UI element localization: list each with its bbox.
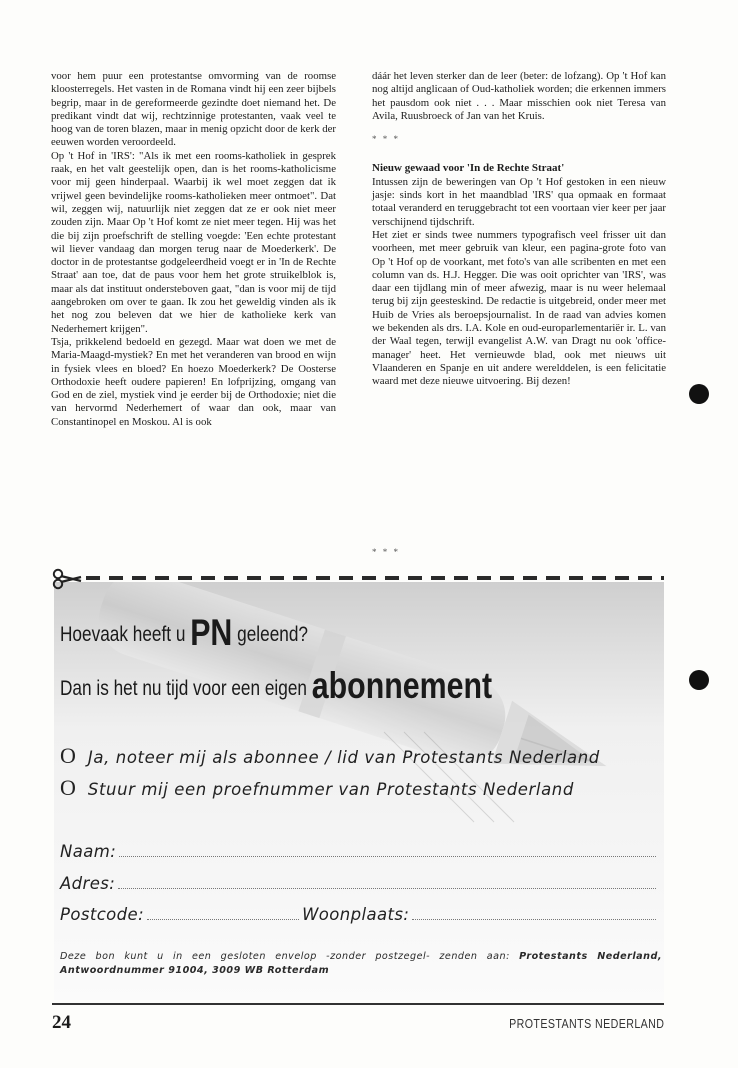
article-left-column: [51, 70, 336, 429]
option-label: Stuur mij een proefnummer van Protestants Nederland: [87, 780, 574, 799]
woonplaats-label: Woonplaats:: [302, 905, 410, 924]
naam-label: Naam:: [60, 842, 117, 861]
coupon-headline-offer: [60, 665, 492, 707]
headline-text: geleend?: [232, 623, 309, 646]
option-label: Ja, noteer mij als abonnee / lid van Protestants Nederland: [87, 748, 600, 767]
pn-abbreviation: PN: [190, 612, 233, 653]
coupon-headline-question: [60, 612, 308, 654]
naam-input-line[interactable]: [119, 855, 656, 857]
naam-field[interactable]: [60, 837, 656, 861]
mailing-notice: [60, 950, 662, 978]
scissors-icon: [52, 568, 82, 590]
end-separator: * * *: [372, 547, 400, 557]
notice-text: Deze bon kunt u in een gesloten envelop -zonder postzegel- zenden aan:: [60, 951, 520, 962]
adres-label: Adres:: [60, 874, 116, 893]
checkbox-circle-icon[interactable]: O: [60, 743, 76, 768]
reply-address: Protestants Nederland, Antwoordnummer 91004, 3009 WB Rotterdam: [60, 951, 662, 976]
page-number: 24: [52, 1012, 71, 1033]
checkbox-circle-icon[interactable]: O: [60, 775, 76, 800]
magazine-name: PROTESTANTS NEDERLAND: [508, 1016, 664, 1031]
article-paragraph: voor hem puur een protestantse omvorming van de roomse kloosterregels. Het vasten in de Romana vindt hij een zeer bijbels begrip, maar in de gereformeerde gezindte doet niemand het. De predikant vindt dat wij, rechtzinnige protestanten, vaak veel te hoog van de toren blazen, maar in menig opzicht door de kerk der eeuwen worden veroordeeld.: [51, 70, 336, 149]
article-paragraph: Intussen zijn de beweringen van Op 't Hof gestoken in een nieuw jasje: sinds kort in het maandblad 'IRS' qua opmaak en formaat totaal veranderd en teruggebracht tot een voortaan vier keer per jaar verschijnend tijdschrift.: [372, 175, 666, 228]
section-subheading: Nieuw gewaad voor 'In de Rechte Straat': [372, 162, 565, 175]
article-paragraph: Tsja, prikkelend bedoeld en gezegd. Maar wat doen we met de Maria-Maagd-mystiek? En met het veranderen van brood en wijn in fysiek vlees en bloed? En hoezo Moederkerk? De Oosterse Orthodoxie heeft oudere papieren! En lofprijzing, omgang van God en de ziel, mystiek vind je eerder bij de Orthodoxie; niet die van hervormd Nederhemert of waar dan ook, maar van Constantinopel en Moskou. Al is ook: [51, 335, 336, 428]
headline-text: Hoevaak heeft u: [60, 623, 191, 646]
postcode-input-line[interactable]: [147, 918, 299, 920]
punch-hole: [689, 670, 709, 690]
adres-input-line[interactable]: [118, 887, 656, 889]
article-right-column: [372, 70, 666, 389]
woonplaats-input-line[interactable]: [412, 918, 656, 920]
postcode-label: Postcode:: [60, 905, 145, 924]
punch-hole: [689, 384, 709, 404]
section-separator: * * *: [372, 134, 400, 145]
article-paragraph: Op 't Hof in 'IRS': "Als ik met een rooms-katholiek in gesprek raak, en het valt geestelijk open, dan is het rooms-katholicisme voor mij geen hinderpaal. Waarbij ik wel moet zeggen dat ik vrijwel geen bevindelijke rooms-katholieken meer ontmoet". Dat wil, zeggen wij, natuurlijk niet zeggen dat ze er ook niet meer zouden zijn. Maar Op 't Hof komt ze niet meer tegen. Hij was het die bij zijn proefschrift de stelling voegde: 'Een echte protestant wil liever vandaag dan morgen terug naar de Moederkerk'. De doctor in de protestantse godgeleerdheid voegt er in 'In de Rechte Straat' aan toe, dat de paus voor hem het grote struikelblok is, maar als dat instituut ondersteboven gaat, "dan is voor mij de tijd aangebroken om over te gaan. Ik zou het geweldig vinden als ik het nog zou beleven dat we hier de katholieke kerk van Nederhemert krijgen".: [51, 149, 336, 335]
dashed-cut-line: [86, 576, 664, 580]
article-paragraph: dáár het leven sterker dan de leer (beter: de lofzang). Op 't Hof kan nog altijd anglicaan of Oud-katholiek worden; die erkennen immers het pausdom ook niet . . . Maar misschien ook niet Teresa van Avila, Ruusbroeck of Jan van het Kruis.: [372, 70, 666, 122]
option-subscribe[interactable]: [60, 743, 600, 769]
adres-field[interactable]: [60, 869, 656, 893]
postcode-woonplaats-field[interactable]: [60, 900, 656, 924]
footer-rule: [52, 1003, 664, 1005]
article-paragraph: Het ziet er sinds twee nummers typografisch veel frisser uit dan voorheen, met meer gebruik van kleur, een pagina-grote foto van Op 't Hof op de voorkant, met foto's van alle scribenten en met een column van ds. H.J. Hegger. Die was ooit oprichter van 'IRS', was daar een tijdlang min of meer afwezig, maar is nu weer helemaal terug bij zijn geesteskind. De redactie is uitgebreid, onder meer met Huib de Vries als beroepsjournalist. In de raad van advies komen we bekenden als drs. I.A. Kole en oud-europarlementariër ir. L. van der Waal tegen, terwijl evangelist A.W. van Dragt nu ook 'office-manager' heet. Het vernieuwde blad, ook met nieuws uit Vlaanderen en Spanje en uit andere werelddelen, is een felicitatie waard met deze nieuwe uitvoering. Bij dezen!: [372, 228, 666, 388]
headline-text: Dan is het nu tijd voor een eigen: [60, 677, 312, 700]
option-trial-issue[interactable]: [60, 775, 574, 801]
abonnement-word: abonnement: [311, 665, 493, 706]
cut-line-row: [52, 568, 666, 590]
